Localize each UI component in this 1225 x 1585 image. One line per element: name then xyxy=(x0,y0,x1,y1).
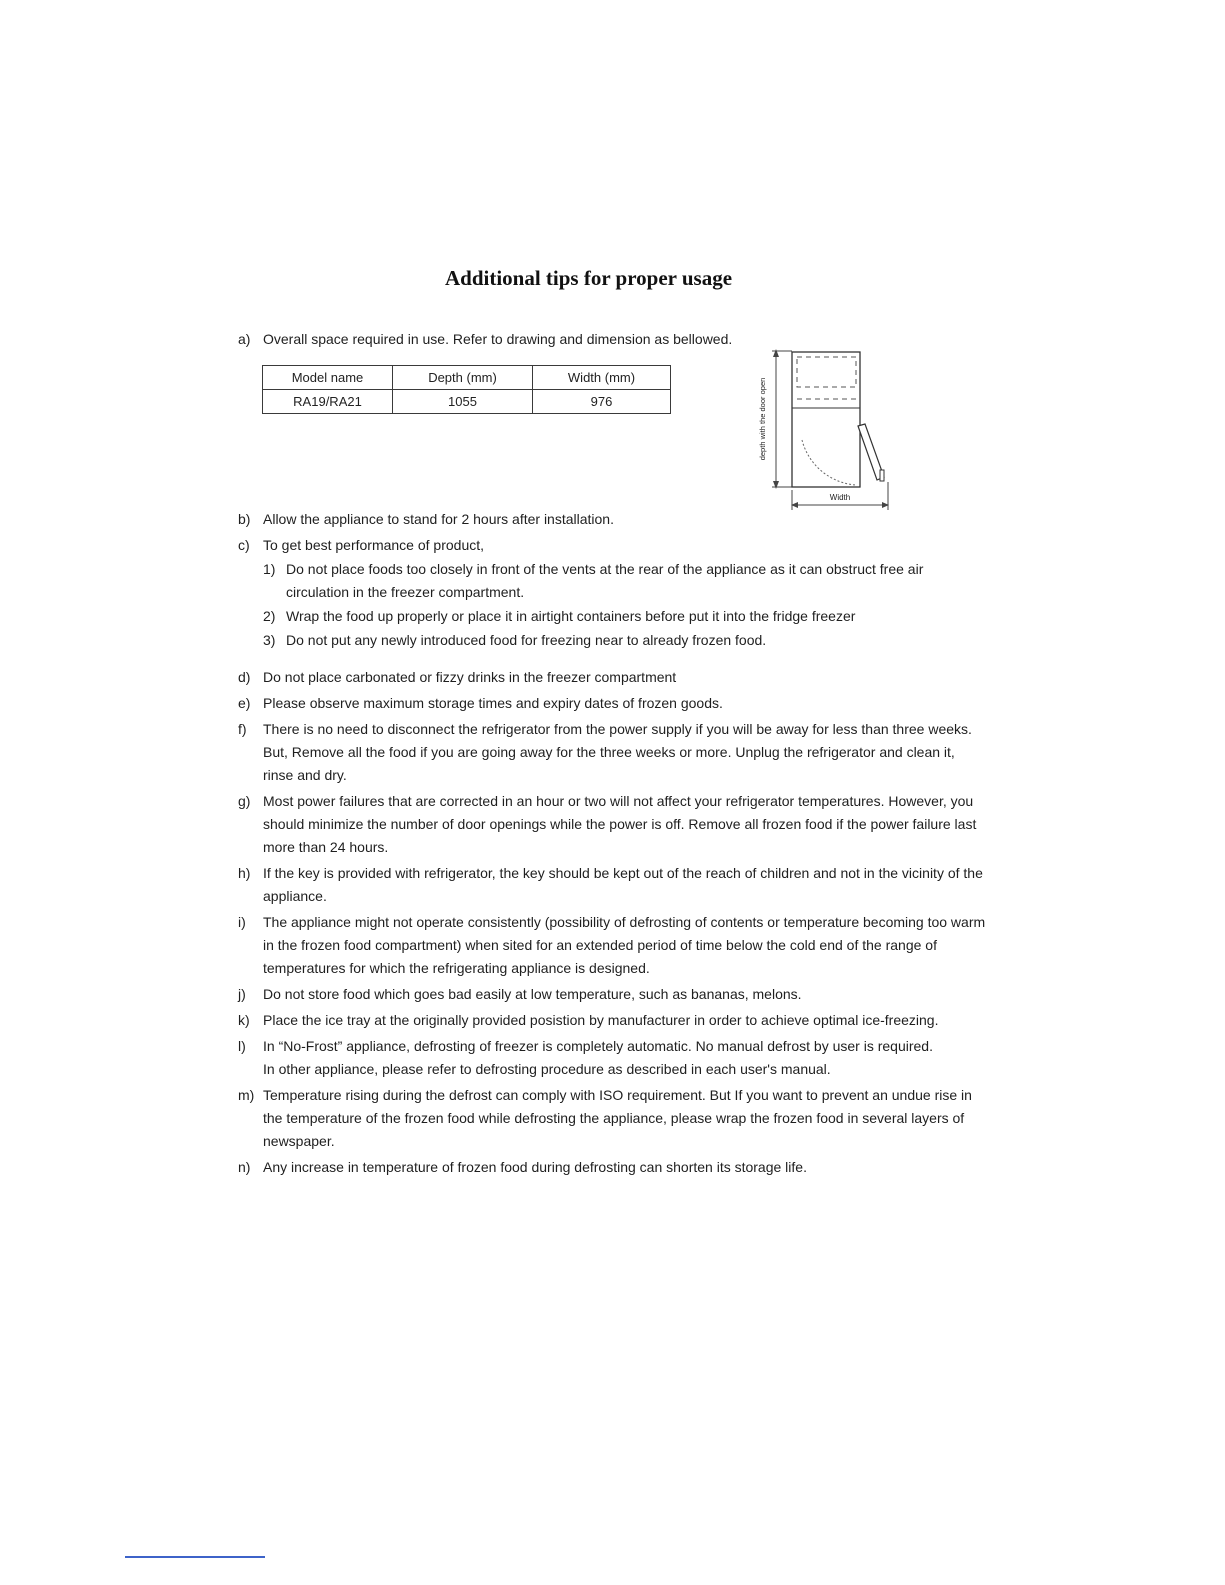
sub-item xyxy=(263,558,988,604)
fridge-top-view-diagram xyxy=(752,346,902,521)
footer-rule xyxy=(125,1556,265,1558)
sub-item xyxy=(263,605,988,628)
tip-marker: m) xyxy=(238,1087,255,1103)
sub-list xyxy=(263,558,988,652)
tip-marker: b) xyxy=(238,511,251,527)
tip-marker: c) xyxy=(238,537,250,553)
sub-item xyxy=(263,629,988,652)
tip-paragraph: Do not place carbonated or fizzy drinks in the freezer compartment xyxy=(263,669,677,685)
sub-marker: 2) xyxy=(263,608,276,624)
tip-marker: d) xyxy=(238,669,251,685)
tip-text xyxy=(263,718,988,787)
tip-marker: g) xyxy=(238,793,251,809)
fridge-diagram-svg xyxy=(752,346,902,521)
sub-text: Do not put any newly introduced food for freezing near to already frozen food. xyxy=(286,632,767,648)
table-header-cell: Width (mm) xyxy=(533,366,671,390)
door-open-dashed-outline xyxy=(797,357,856,399)
tip-item xyxy=(238,790,988,859)
sub-text: Wrap the food up properly or place it in airtight containers before put it into the fridge freezer xyxy=(286,608,856,624)
tips-list xyxy=(238,508,988,1179)
tip-marker: l) xyxy=(238,1038,246,1054)
tip-item xyxy=(238,862,988,908)
depth-dimension-arrow xyxy=(772,349,792,489)
sub-marker: 1) xyxy=(263,561,276,577)
tip-text xyxy=(263,983,988,1006)
tip-item xyxy=(238,983,988,1006)
tip-paragraph: To get best performance of product, xyxy=(263,537,485,553)
table-cell: RA19/RA21 xyxy=(263,390,393,414)
tip-marker: i) xyxy=(238,914,246,930)
width-label: Width xyxy=(829,493,851,502)
tip-paragraph: Temperature rising during the defrost can comply with ISO requirement. But If you want to prevent an undue rise in the temperature of the frozen food while defrosting the appliance, please wrap the frozen food in several layers of newspaper. xyxy=(263,1087,972,1149)
tip-text xyxy=(263,1009,988,1032)
tip-paragraph: There is no need to disconnect the refrigerator from the power supply if you will be away for less than three weeks. But, Remove all the food if you are going away for the three weeks or more. Unplug the refrigerator and clean it, rinse and dry. xyxy=(263,721,972,783)
tip-item xyxy=(238,1009,988,1032)
tip-text xyxy=(263,911,988,980)
tip-text xyxy=(263,692,988,715)
tip-item xyxy=(238,666,988,689)
dimension-table xyxy=(262,365,671,414)
fridge-body-outline xyxy=(792,352,860,487)
table-header-cell: Model name xyxy=(263,366,393,390)
tip-text xyxy=(263,790,988,859)
tip-marker: j) xyxy=(238,986,246,1002)
tip-marker: k) xyxy=(238,1012,250,1028)
tip-item xyxy=(238,692,988,715)
tip-paragraph: Any increase in temperature of frozen food during defrosting can shorten its storage life. xyxy=(263,1159,807,1175)
table-cell: 976 xyxy=(533,390,671,414)
table-row xyxy=(263,390,671,414)
tip-paragraph: Place the ice tray at the originally provided posistion by manufacturer in order to achieve optimal ice-freezing. xyxy=(263,1012,939,1028)
tip-marker: e) xyxy=(238,695,251,711)
tip-item xyxy=(238,718,988,787)
table-cell: 1055 xyxy=(393,390,533,414)
table-header-cell: Depth (mm) xyxy=(393,366,533,390)
sub-marker: 3) xyxy=(263,632,276,648)
tip-paragraph: In other appliance, please refer to defrosting procedure as described in each user's manual. xyxy=(263,1061,831,1077)
tip-paragraph: Do not store food which goes bad easily at low temperature, such as bananas, melons. xyxy=(263,986,802,1002)
tip-marker: a) xyxy=(238,331,251,347)
tip-item xyxy=(238,1156,988,1179)
tip-paragraph: Most power failures that are corrected in an hour or two will not affect your refrigerator temperatures. However, you should minimize the number of door openings while the power is off. Remove all frozen food if the power failure last more than 24 hours. xyxy=(263,793,977,855)
tip-paragraph: Allow the appliance to stand for 2 hours after installation. xyxy=(263,511,614,527)
tip-paragraph: Please observe maximum storage times and expiry dates of frozen goods. xyxy=(263,695,723,711)
depth-label: depth with the door open xyxy=(758,377,767,461)
tip-item xyxy=(238,1035,988,1081)
tip-text xyxy=(263,666,988,689)
sub-text: Do not place foods too closely in front of the vents at the rear of the appliance as it can obstruct free air circulation in the freezer compartment. xyxy=(286,561,924,600)
tip-text xyxy=(263,534,988,663)
table-header-row xyxy=(263,366,671,390)
tip-item xyxy=(238,1084,988,1153)
door-swing-arc xyxy=(802,440,856,485)
tip-marker: n) xyxy=(238,1159,251,1175)
tip-paragraph: The appliance might not operate consistently (possibility of defrosting of contents or temperature becoming too warm in the frozen food compartment) when sited for an extended period of time below the cold end of the range of temperatures for which the refrigerating appliance is designed. xyxy=(263,914,986,976)
tip-text: Overall space required in use. Refer to drawing and dimension as bellowed. xyxy=(263,331,733,347)
tip-paragraph: In “No-Frost” appliance, defrosting of freezer is completely automatic. No manual defrost by user is required. xyxy=(263,1038,933,1054)
tip-text xyxy=(263,862,988,908)
tip-item xyxy=(238,534,988,663)
tip-item xyxy=(238,911,988,980)
tip-text xyxy=(263,1084,988,1153)
tip-paragraph: If the key is provided with refrigerator, the key should be kept out of the reach of children and not in the vicinity of the appliance. xyxy=(263,865,983,904)
tip-text xyxy=(263,1156,988,1179)
door-handle xyxy=(880,470,884,481)
tip-marker: h) xyxy=(238,865,251,881)
tip-marker: f) xyxy=(238,721,247,737)
page-title: Additional tips for proper usage xyxy=(444,266,733,290)
tip-text xyxy=(263,1035,988,1081)
